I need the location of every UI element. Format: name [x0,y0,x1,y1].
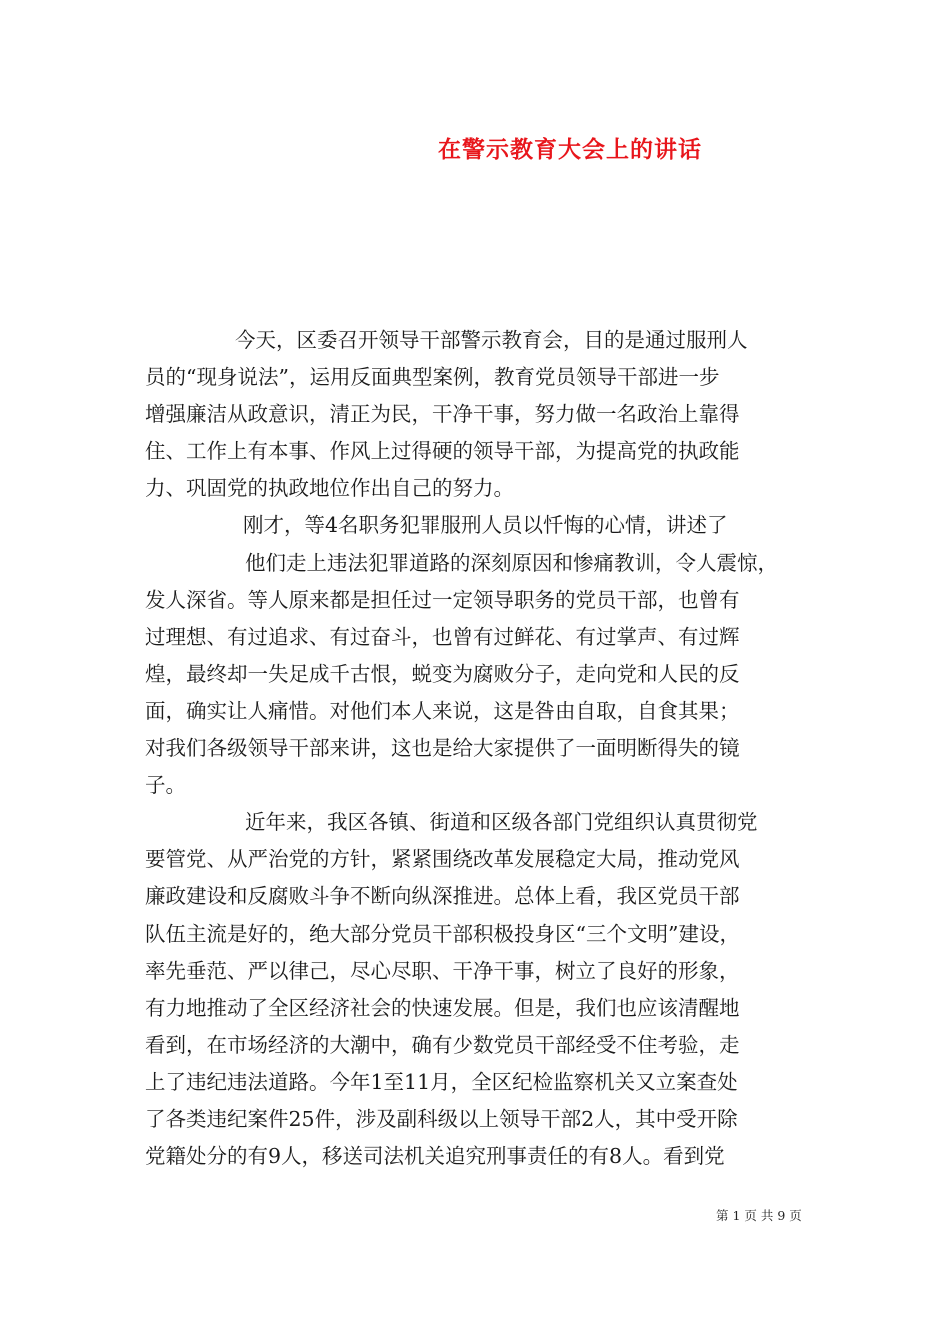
document-title: 在警示教育大会上的讲话 [438,136,702,163]
body-line: 刚才，等4名职务犯罪服刑人员以忏悔的心情，讲述了 [243,513,728,538]
body-line: 看到，在市场经济的大潮中，确有少数党员干部经受不住考验，走 [145,1032,740,1057]
body-line: 上了违纪违法道路。今年1至11月，全区纪检监察机关又立案查处 [145,1069,738,1094]
body-line: 发人深省。等人原来都是担任过一定领导职务的党员干部，也曾有 [145,587,740,612]
body-line: 力、巩固党的执政地位作出自己的努力。 [145,476,514,501]
body-line: 队伍主流是好的，绝大部分党员干部积极投身区“三个文明”建设， [145,921,740,946]
body-line: 煌，最终却一失足成千古恨，蜕变为腐败分子，走向党和人民的反 [145,661,740,686]
body-line: 面，确实让人痛惜。对他们本人来说，这是咎由自取，自食其果； [145,698,740,723]
body-line: 过理想、有过追求、有过奋斗，也曾有过鲜花、有过掌声、有过辉 [145,624,740,649]
page-number: 第 1 页 共 9 页 [716,1208,802,1223]
body-line: 对我们各级领导干部来讲，这也是给大家提供了一面明断得失的镜 [145,736,740,761]
body-line: 员的“现身说法”，运用反面典型案例，教育党员领导干部进一步 [145,365,720,390]
body-line: 增强廉洁从政意识，清正为民，干净干事，努力做一名政治上靠得 [145,402,740,427]
body-line: 今天，区委召开领导干部警示教育会，目的是通过服刑人 [235,328,748,352]
body-line: 要管党、从严治党的方针，紧紧围绕改革发展稳定大局，推动党风 [145,847,740,872]
body-line: 近年来，我区各镇、街道和区级各部门党组织认真贯彻党 [245,810,758,835]
body-line: 有力地推动了全区经济社会的快速发展。但是，我们也应该清醒地 [145,995,740,1020]
body-line: 他们走上违法犯罪道路的深刻原因和惨痛教训，令人震惊， [245,550,778,575]
body-line: 廉政建设和反腐败斗争不断向纵深推进。总体上看，我区党员干部 [145,884,740,909]
body-line: 率先垂范、严以律己，尽心尽职、干净干事，树立了良好的形象， [145,958,740,983]
document-body [145,322,845,1175]
body-line: 党籍处分的有9人，移送司法机关追究刑事责任的有8人。看到党 [145,1144,725,1169]
body-line: 住、工作上有本事、作风上过得硬的领导干部，为提高党的执政能 [145,439,740,464]
body-line: 子。 [145,773,186,798]
body-line: 了各类违纪案件25件，涉及副科级以上领导干部2人，其中受开除 [145,1106,738,1131]
